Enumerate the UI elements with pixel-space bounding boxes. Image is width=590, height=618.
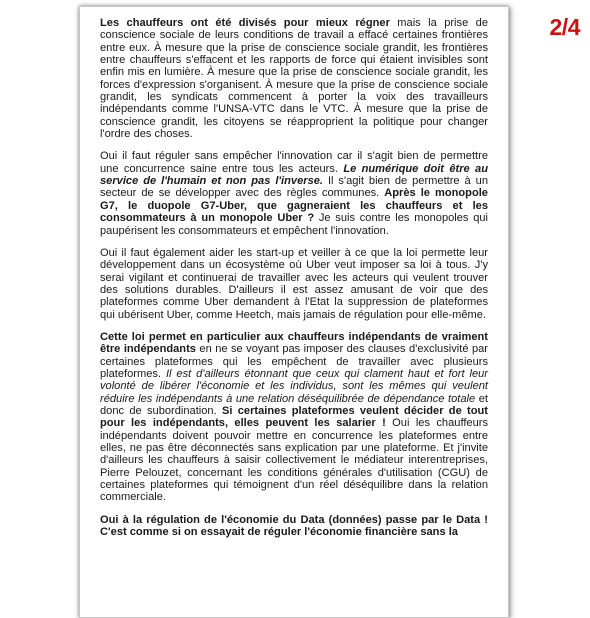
paragraph-4 bbox=[100, 331, 488, 504]
text-segment: Si certaines plateformes veulent décider de tout pour les indépendants, elles peuvent les salarier ! bbox=[100, 404, 488, 430]
text-segment: et donc de subordination. bbox=[100, 392, 489, 417]
text-segment: Il s'agit bien de permettre à un secteur de se développer avec des règles communes. bbox=[100, 175, 488, 200]
text-segment: Oui les chauffeurs indépendants doivent pouvoir mettre en concurrence les plateformes entre elles, ne pas être déconnectés sans explication par une plateforme. Et j'invite d'ailleurs les chauffeurs à saisir collectivement le médiateur interentreprises, Pierre Pelouzet, concernant les conditions générales d'utilisation (CGU) de certaines plateformes qui témoignent d'un réel déséquilibre dans la relation commerciale. bbox=[100, 417, 488, 504]
text-segment: en ne se voyant pas imposer des clauses d'exclusivité par certaines plateformes qui les empêchent de travailler avec plusieurs plateformes. bbox=[100, 343, 488, 380]
text-segment: Le numérique doit être au service de l'humain et non pas l'inverse. bbox=[100, 162, 488, 188]
text-segment: Oui il faut également aider les start-up et veiller à ce que la loi permette leur développement dans un écosystème où Uber veut imposer sa loi à tous. J'y serai vigilant et continuerai de travailler avec les acteurs qui veulent trouver des solutions durables. D'ailleurs il est assez amusant de voir que des plateformes comme Uber demandent à l'Etat la suppression de plateformes qui ubérisent Uber, comme Heetch, mais jamais de régulation pour elle-même. bbox=[100, 246, 488, 321]
paragraph-2 bbox=[100, 150, 488, 236]
text-segment: mais la prise de conscience sociale de leurs conditions de travail a effacé certaines frontières entre eux. À mesure que la prise de conscience sociale grandit, les frontières entre chauffeurs s'effacent et les rapports de force qui étaient invisibles sont enfin mis en lumière. À mesure que la prise de conscience sociale grandit, les forces d'expression s'organisent. À mesure que la prise de conscience sociale grandit, les syndicats commencent à porter la voix des travailleurs indépendants comme l'UNSA-VTC dans le VTC. À mesure que la prise de conscience grandit, les citoyens se réapproprient la politique pour changer l'ordre des choses. bbox=[100, 17, 488, 141]
page-counter: 2/4 bbox=[549, 14, 580, 40]
text-segment: Après le monopole G7, le duopole G7-Uber, que gagneraient les chauffeurs et les consommateurs à un monopole Uber ? bbox=[100, 187, 488, 225]
paragraph-5 bbox=[100, 514, 488, 539]
text-segment: Je suis contre les monopoles qui paupérisent les consommateurs et empêchent l'innovation. bbox=[100, 212, 488, 237]
paragraph-1 bbox=[100, 17, 488, 140]
document-body bbox=[100, 17, 488, 548]
text-segment: Oui il faut réguler sans empêcher l'innovation car il s'agit bien de permettre une concurrence saine entre tous les acteurs. bbox=[100, 150, 488, 175]
text-segment: Les chauffeurs ont été divisés pour mieux régner bbox=[100, 17, 390, 29]
paragraph-3 bbox=[100, 247, 488, 321]
text-segment: Il est d'ailleurs étonnant que ceux qui clament haut et fort leur volonté de libérer l'économie et les individus, sont les mêmes qui veulent réduire les indépendants à une relation déséquilibrée de dépendance totale bbox=[100, 367, 489, 405]
text-segment: Cette loi permet en particulier aux chauffeurs indépendants de vraiment être indépendants bbox=[100, 330, 488, 356]
text-segment: Oui à la régulation de l'économie du Data (données) passe par le Data ! C'est comme si on essayait de réguler l'économie financière sans la bbox=[100, 513, 488, 539]
